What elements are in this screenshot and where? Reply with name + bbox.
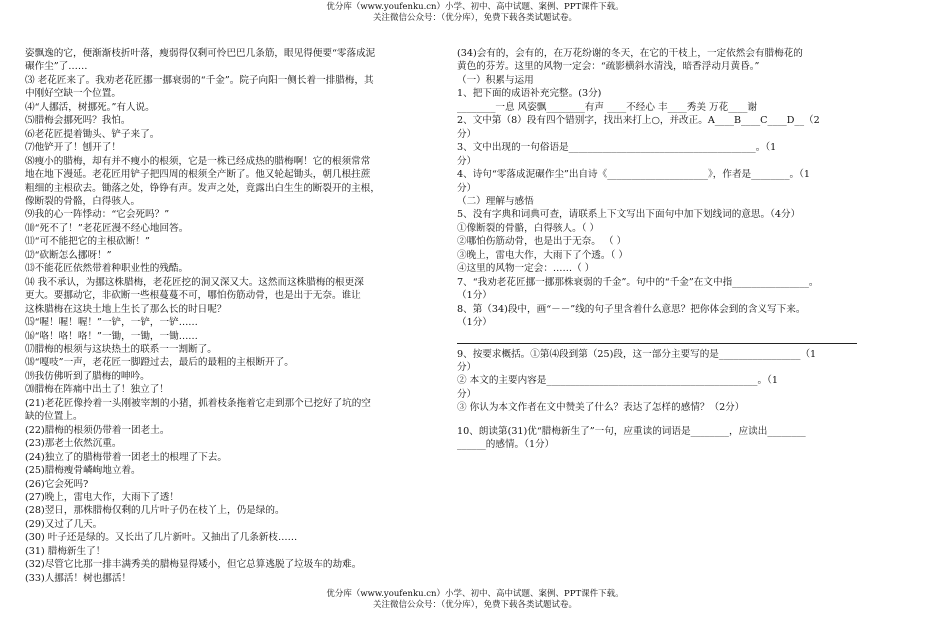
footer-line-1: 优分库（www.youfenku.cn）小学、初中、高中试题、案例、PPT课件下载。 bbox=[326, 589, 624, 599]
question-9-line-5: ③ 你认为本文作者在文中赞美了什么？表达了怎样的感情？（2分） bbox=[457, 402, 745, 414]
question-2-line-1: 2、文中第（8）段有四个错别字，找出来打上○，并改正。A____B____C____D__（2 bbox=[457, 115, 820, 127]
questions-column bbox=[457, 47, 857, 452]
paragraph-34-line-1: (34)会有的，会有的，在万花纷谢的冬天，在它的干枝上，一定依然会有腊梅花的 bbox=[457, 48, 803, 59]
passage-line: (25)腊梅瘦骨嶙峋地立着。 bbox=[25, 465, 141, 477]
question-4-line-2: 分） bbox=[457, 182, 477, 194]
passage-line: ⒀不能花匠依然带着种职业性的残酷。 bbox=[25, 263, 189, 275]
passage-line: 姿飘逸的它，便渐渐枝折叶落，瘦弱得仅剩可怜巴巴几条筋，眼见得便要“零落成泥 bbox=[25, 48, 376, 59]
passage-line: ⒅“嘎吱”一声，老花匠一脚蹬过去，最后的最粗的主根断开了。 bbox=[25, 357, 294, 369]
passage-line: (24)独立了的腊梅带着一团老土的根埋了下去。 bbox=[25, 451, 227, 463]
passage-line: (29)又过了几天。 bbox=[25, 518, 103, 530]
passage-line: ⑿“砍断怎么挪呀！” bbox=[25, 249, 112, 261]
header-line-1: 优分库（www.youfenku.cn）小学、初中、高中试题、案例、PPT课件下载。 bbox=[326, 2, 624, 12]
section-heading-understanding: （二）理解与感悟 bbox=[457, 195, 534, 207]
passage-line: ⑸腊梅会挪死吗？我怕。 bbox=[25, 115, 131, 127]
passage-line: ⒇腊梅在阵痛中出土了！独立了！ bbox=[25, 384, 169, 396]
paragraph-34-line-2: 黄色的芬芳。这里的风物一定会：“疏影横斜水清浅，暗香浮动月黄昏。” bbox=[457, 61, 760, 73]
passage-line: ⑺他铲开了！刨开了！ bbox=[25, 142, 121, 154]
answer-line bbox=[457, 343, 857, 344]
passage-line: (30) 叶子还是绿的。又长出了几片新叶。又抽出了几条新枝…… bbox=[25, 532, 298, 544]
passage-line: ⑾“可不能把它的主根砍断！” bbox=[25, 236, 150, 248]
page-footer bbox=[0, 589, 950, 611]
passage-line: 这株腊梅在这块土地上生长了那么长的时日呢？ bbox=[25, 303, 227, 315]
passage-line: (22)腊梅的根须仍带着一团老土。 bbox=[25, 424, 170, 436]
passage-line: ⑽“死不了！”老花匠漫不经心地回答。 bbox=[25, 222, 189, 234]
question-5-item-a: ①像断裂的骨骼，白得骇人。（ ） bbox=[457, 222, 600, 234]
question-8-line-2: （1分） bbox=[457, 317, 492, 329]
passage-line: (33)人挪活！树也挪活！ bbox=[25, 572, 132, 584]
page-header bbox=[0, 2, 950, 24]
passage-line: (27)晚上，雷电大作，大雨下了透！ bbox=[25, 491, 180, 503]
question-9-line-3: ② 本文的主要内容是____________________________________________。（1 bbox=[457, 375, 778, 387]
passage-line: ⑻瘦小的腊梅，却有并不瘦小的根须，它是一株已经成热的腊梅啊！它的根须常常 bbox=[25, 155, 371, 167]
question-3-line-1: 3、文中出现的一句俗语是_______________________________________。（1 bbox=[457, 142, 777, 154]
question-5: 5、没有字典和词典可查，请联系上下文写出下面句中加下划线词的意思。（4分） bbox=[457, 209, 801, 221]
passage-line: 缺的位置上。 bbox=[25, 411, 83, 423]
passage-line: (32)尽管它比那一排丰满秀美的腊梅显得矮小，但它总算逃脱了垃圾车的劫难。 bbox=[25, 559, 362, 571]
passage-line: 更大。要挪动它，非砍断一些根蔓蔓不可，哪怕伤筋动骨，也是出于无奈。谁让 bbox=[25, 290, 361, 302]
footer-line-2: 关注微信公众号：（优分库），免费下载各类试题试卷。 bbox=[372, 600, 577, 610]
question-9-line-4: 分） bbox=[457, 388, 477, 400]
passage-column bbox=[25, 47, 435, 585]
header-line-2: 关注微信公众号：（优分库），免费下载各类试题试卷。 bbox=[372, 13, 577, 23]
passage-line: ⑶ 老花匠来了。我劝老花匠挪一挪衰弱的“千金”。院子向阳一侧长着一排腊梅，其 bbox=[25, 74, 374, 86]
question-10-line-2: ______的感情。（1分） bbox=[457, 439, 555, 451]
passage-line: 像断裂的骨骼，白得骇人。 bbox=[25, 195, 141, 207]
question-10-line-1: 10、朗读第(31)优“腊梅新生了”一句，应重读的词语是________，应读出________ bbox=[457, 425, 806, 437]
passage-line: (28)翌日，那株腊梅仅剩的几片叶子仍在枝丫上，仍是绿的。 bbox=[25, 505, 285, 517]
question-5-item-b: ②哪怕伤筋动骨，也是出于无奈。 （ ） bbox=[457, 236, 627, 248]
passage-line: (23)那老土依然沉重。 bbox=[25, 438, 122, 450]
passage-line: 地在地下漫延。老花匠用铲子把四周的根须全产断了。他又轮起锄头，朝几根拄蔗 bbox=[25, 169, 371, 181]
passage-line: 碾作尘”了…… bbox=[25, 61, 88, 73]
section-heading-accumulation: （一）积累与运用 bbox=[457, 74, 534, 86]
question-2-line-2: 分） bbox=[457, 128, 477, 140]
question-9-line-1: 9、按要求概括。①第⑷段到第（25)段，这一部分主要写的是_________________（1 bbox=[457, 348, 817, 360]
passage-line: (31) 腊梅新生了！ bbox=[25, 545, 106, 557]
passage-line: ⑹老花匠提着锄头、铲子来了。 bbox=[25, 128, 160, 140]
question-9-line-2: 分） bbox=[457, 361, 477, 373]
passage-line: ⑷“人挪活，树挪死。”有人说。 bbox=[25, 101, 155, 113]
passage-line: (21)老花匠像拎着一头刚被宰割的小猪，抓着枝条拖着它走到那个已挖好了坑的空 bbox=[25, 397, 371, 409]
question-3-line-2: 分） bbox=[457, 155, 477, 167]
question-5-item-c: ③晚上，雷电大作，大雨下了个透。（ ） bbox=[457, 249, 628, 261]
question-1: 1、把下面的成语补充完整。(3分) bbox=[457, 88, 602, 100]
passage-line: ⑼我的心一阵悸动：“它会死吗？” bbox=[25, 209, 170, 221]
passage-line: 粗细的主根砍去。锄落之处，铮铮有声。发声之处，竟露出白生生的断裂开的主根， bbox=[25, 182, 380, 194]
passage-line: 中刚好空缺一个位置。 bbox=[25, 88, 121, 100]
question-4-line-1: 4、诗句“零落成泥碾作尘”出自诗《_____________________》，作者是________。（1 bbox=[457, 169, 810, 181]
passage-line: ⒂“喔！喔！喔！”一铲，一铲，一铲…… bbox=[25, 317, 198, 329]
question-7-line-1: 7、“我劝老花匠挪一挪那株衰弱的千金”。句中的“千金”在文中指________________。 bbox=[457, 276, 819, 288]
question-5-item-d: ④这里的风物一定会：……（ ） bbox=[457, 263, 595, 275]
passage-line: ⒄腊梅的根须与这块热土的联系一一割断了。 bbox=[25, 343, 217, 355]
question-1-blanks: ________一息 风姿飘________有声 ____不经心 丰____秀美 万花____谢 bbox=[457, 101, 758, 113]
passage-line: (26)它会死吗? bbox=[25, 478, 89, 490]
passage-line: ⒃“咯！咯！咯！”一锄，一锄，一锄…… bbox=[25, 330, 198, 342]
question-8-line-1: 8、第（34)段中，画“－－”线的句子里含着什么意思？把你体会到的含义写下来。 bbox=[457, 303, 806, 315]
passage-line: ⒆我仿佛听到了腊梅的呻吟。 bbox=[25, 370, 150, 382]
question-7-line-2: （1分） bbox=[457, 290, 492, 302]
passage-line: ⒁ 我不承认，为挪这株腊梅，老花匠挖的洞又深又大。这然而这株腊梅的根更深 bbox=[25, 276, 364, 288]
